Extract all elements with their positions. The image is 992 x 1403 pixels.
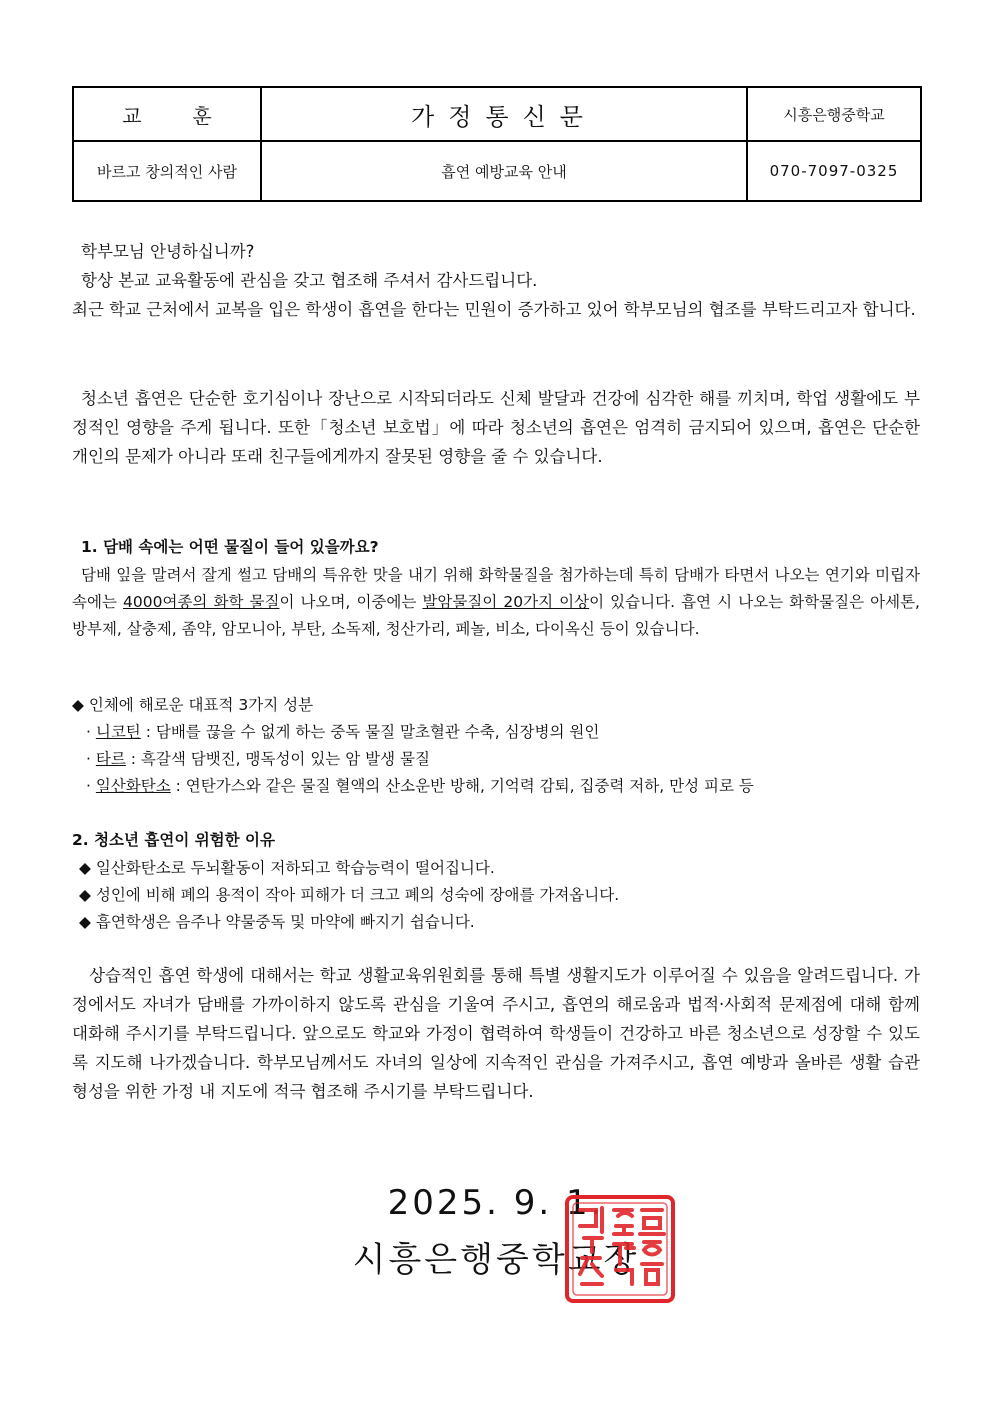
section-1-text — [72, 562, 920, 643]
section-2 — [72, 826, 920, 936]
section-2-title: 2. 청소년 흡연이 위험한 이유 — [72, 831, 275, 849]
school-name: 시흥은행중학교 — [747, 87, 921, 141]
harmful-item-desc: : 연탄가스와 같은 물질 혈액의 산소운반 방해, 기억력 감퇴, 집중력 저하, 만성 피로 등 — [170, 777, 754, 795]
section-1 — [72, 533, 920, 643]
harmful-item-name: 일산화탄소 — [95, 777, 171, 795]
paragraph-2: 청소년 흡연은 단순한 호기심이나 장난으로 시작되더라도 신체 발달과 건강에 심각한 해를 끼치며, 학업 생활에도 부정적인 영향을 주게 됩니다. 또한「청소년 보호법」에 따라 청소년의 흡연은 엄격히 금지되어 있으며, 흡연은 단순한 개인의 문제가 아니라 또래 친구들에게까지 잘못된 영향을 줄 수 있습니다. — [72, 389, 920, 466]
harmful-item-name: 타르 — [95, 750, 126, 768]
intro-block — [72, 237, 920, 324]
issue-date: 2025. 9. 1. — [387, 1183, 605, 1223]
greeting: 학부모님 안녕하십니까? — [81, 242, 255, 261]
notice-subject: 흡연 예방교육 안내 — [261, 141, 747, 201]
closing-paragraph: 상습적인 흡연 학생에 대해서는 학교 생활교육위원회를 통해 특별 생활지도가 이루어질 수 있음을 알려드립니다. 가정에서도 자녀가 담배를 가까이하지 않도록 관심을 기울여 주시고, 흡연의 해로움과 법적·사회적 문제점에 대해 함께 대화해 주시기를 부탁드립니다. 앞으로도 학교와 가정이 협력하여 학생들이 건강하고 바른 청소년으로 성장할 수 있도록 지도해 나가겠습니다. 학부모님께서도 자녀의 일상에 지속적인 관심을 가져주시고, 흡연 예방과 올바른 생활 습관 형성을 위한 가정 내 지도에 적극 협조해 주시기를 부탁드립니다. — [72, 966, 920, 1101]
harmful-item-tar: · 타르 : 흑갈색 담뱃진, 맹독성이 있는 암 발생 물질 — [86, 750, 430, 768]
harmful-ingredients — [72, 692, 920, 800]
document-title: 가정통신문 — [261, 87, 747, 141]
harmful-heading: ◆ 인체에 해로운 대표적 3가지 성분 — [72, 696, 314, 714]
chemical-count: 4000여종의 화학 물질 — [123, 593, 280, 611]
principal-signature: 시흥은행중학교장 — [352, 1240, 640, 1280]
carcinogen-count: 발암물질이 20가지 이상 — [422, 593, 590, 611]
purpose-paragraph: 최근 학교 근처에서 교복을 입은 학생이 흡연을 한다는 민원이 증가하고 있어 학부모님의 협조를 부탁드리고자 합니다. — [72, 300, 916, 319]
section-1-text-c: 이 있습니다. 흡연 시 나오는 화학물질은 아세톤, 방부제, 살충제, 좀약, 암모니아, 부탄, 소독제, 청산가리, 페놀, 비소, 다이옥신 등이 있습니다. — [72, 593, 920, 638]
section-1-title: 1. 담배 속에는 어떤 물질이 들어 있을까요? — [81, 538, 379, 556]
harmful-item-desc: : 흑갈색 담뱃진, 맹독성이 있는 암 발생 물질 — [125, 750, 430, 768]
reason-item: ◆ 흡연학생은 음주나 약물중독 및 마약에 빠지기 쉽습니다. — [79, 913, 475, 931]
section-1-text-a: 담배 잎을 말려서 잘게 썰고 담배의 특유한 맛을 내기 위해 화학물질을 첨가하는데 특히 담배가 타면서 나오는 연기와 미립자 속에는 — [72, 566, 920, 611]
harmful-item-name: 니코틴 — [95, 723, 141, 741]
official-seal-stamp — [564, 1194, 676, 1304]
reason-item: ◆ 성인에 비해 폐의 용적이 작아 피해가 더 크고 폐의 성숙에 장애를 가져옵니다. — [79, 886, 620, 904]
harmful-item-co: · 일산화탄소 : 연탄가스와 같은 물질 혈액의 산소운반 방해, 기억력 감퇴, 집중력 저하, 만성 피로 등 — [86, 777, 754, 795]
harmful-item-nicotine: · 니코틴 : 담배를 끊을 수 없게 하는 중독 물질 말초혈관 수축, 심장병의 원인 — [86, 723, 600, 741]
harmful-item-desc: : 담배를 끊을 수 없게 하는 중독 물질 말초혈관 수축, 심장병의 원인 — [140, 723, 600, 741]
school-motto: 바르고 창의적인 사람 — [73, 141, 261, 201]
contact-phone: 070-7097-0325 — [747, 141, 921, 201]
thanks-line: 항상 본교 교육활동에 관심을 갖고 협조해 주셔서 감사드립니다. — [81, 271, 538, 290]
section-1-text-b: 이 나오며, 이중에는 — [279, 593, 423, 611]
reason-item: ◆ 일산화탄소로 두뇌활동이 저하되고 학습능력이 떨어집니다. — [79, 859, 495, 877]
header-table — [72, 86, 922, 202]
motto-label: 교 훈 — [73, 87, 261, 141]
